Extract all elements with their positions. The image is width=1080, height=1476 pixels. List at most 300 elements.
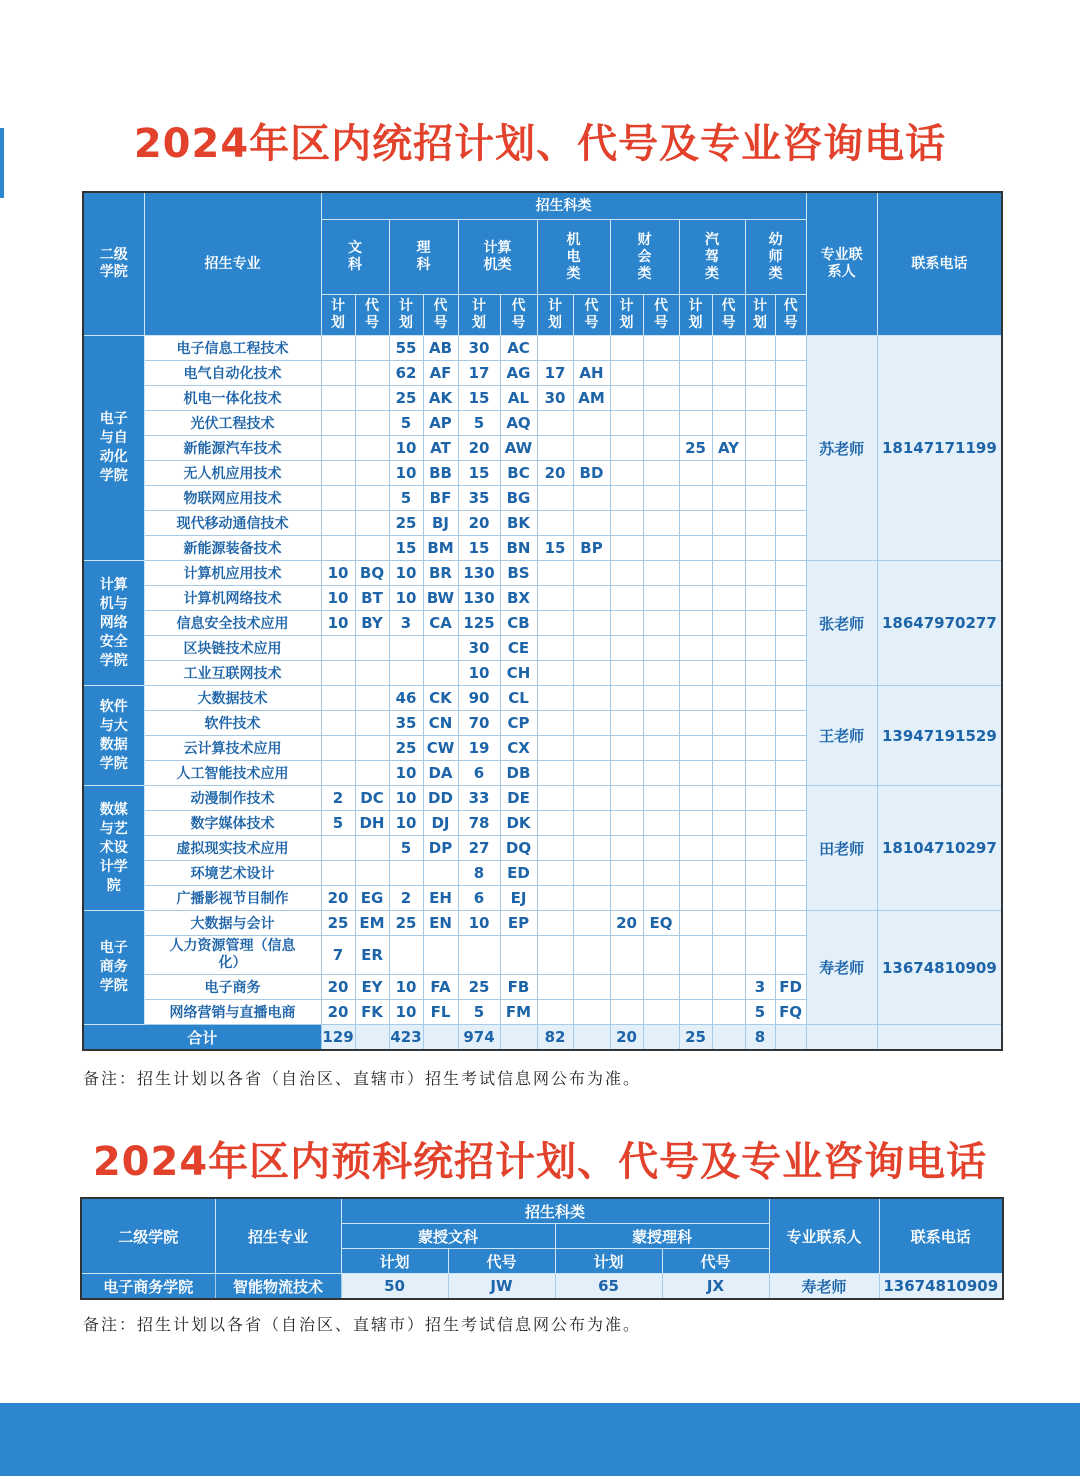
plan-cell	[321, 436, 355, 461]
code-cell	[643, 761, 679, 786]
plan-header: 计划	[745, 295, 775, 336]
plan-cell: 10	[458, 911, 500, 936]
code-cell	[775, 861, 806, 886]
plan-header: 计划	[537, 295, 573, 336]
code-cell	[573, 436, 610, 461]
main-note: 备注：招生计划以各省（自治区、直辖市）招生考试信息网公布为准。	[83, 1069, 642, 1088]
plan-cell	[537, 1000, 573, 1025]
plan-cell	[610, 1000, 643, 1025]
plan-cell: 125	[458, 611, 500, 636]
code-cell	[775, 436, 806, 461]
plan-header: 计划	[679, 295, 712, 336]
code-cell: AL	[500, 386, 537, 411]
code-cell: EG	[355, 886, 389, 911]
code-cell	[355, 511, 389, 536]
code-cell	[355, 861, 389, 886]
plan-cell	[610, 975, 643, 1000]
code-cell	[573, 836, 610, 861]
plan-cell	[321, 686, 355, 711]
code-cell: EJ	[500, 886, 537, 911]
plan-cell: 78	[458, 811, 500, 836]
table-row	[83, 336, 1002, 361]
code-cell	[573, 636, 610, 661]
code-cell	[355, 361, 389, 386]
plan-cell	[537, 886, 573, 911]
plan-cell	[745, 611, 775, 636]
plan-cell	[610, 611, 643, 636]
plan-cell	[679, 486, 712, 511]
prep-contact-header: 专业联系人	[769, 1198, 879, 1274]
table-row	[83, 561, 1002, 586]
plan-cell	[537, 661, 573, 686]
code-cell	[775, 736, 806, 761]
code-cell	[355, 336, 389, 361]
major-name: 电子信息工程技术	[144, 336, 321, 361]
plan-cell	[321, 761, 355, 786]
plan-cell	[745, 361, 775, 386]
code-cell	[775, 761, 806, 786]
code-cell: BT	[355, 586, 389, 611]
code-cell	[355, 536, 389, 561]
total-cell: 25	[679, 1025, 712, 1051]
plan-cell	[610, 561, 643, 586]
plan-cell	[745, 686, 775, 711]
code-cell	[775, 536, 806, 561]
code-cell	[573, 936, 610, 975]
table-row	[83, 786, 1002, 811]
plan-cell: 55	[389, 336, 423, 361]
table-row	[83, 911, 1002, 936]
code-cell	[643, 661, 679, 686]
plan-cell	[610, 336, 643, 361]
plan-cell	[321, 461, 355, 486]
major-name: 物联网应用技术	[144, 486, 321, 511]
plan-cell: 25	[458, 975, 500, 1000]
plan-cell: 8	[458, 861, 500, 886]
code-cell: BD	[573, 461, 610, 486]
category-header: 汽驾类	[679, 220, 745, 295]
code-cell: BJ	[423, 511, 458, 536]
plan-cell	[321, 336, 355, 361]
code-cell	[643, 711, 679, 736]
contact-phone: 18147171199	[877, 336, 1002, 561]
plan-cell	[610, 536, 643, 561]
plan-cell	[679, 461, 712, 486]
plan-cell: 25	[389, 911, 423, 936]
code-cell: BS	[500, 561, 537, 586]
major-name: 大数据与会计	[144, 911, 321, 936]
code-cell	[712, 736, 745, 761]
plan-cell	[537, 511, 573, 536]
plan-cell	[745, 411, 775, 436]
plan-cell	[610, 486, 643, 511]
code-cell	[643, 686, 679, 711]
code-cell: FM	[500, 1000, 537, 1025]
plan-cell	[679, 686, 712, 711]
code-cell	[643, 411, 679, 436]
code-cell: BP	[573, 536, 610, 561]
plan-cell	[321, 411, 355, 436]
code-cell	[423, 861, 458, 886]
code-cell	[712, 361, 745, 386]
plan-cell: 5	[389, 836, 423, 861]
code-header: 代号	[712, 295, 745, 336]
code-cell	[775, 511, 806, 536]
code-cell: DE	[500, 786, 537, 811]
total-cell: 974	[458, 1025, 500, 1051]
prep-code-header: 代号	[448, 1249, 555, 1274]
code-cell	[712, 486, 745, 511]
bottom-bar	[0, 1403, 1080, 1476]
code-cell	[775, 811, 806, 836]
code-cell	[573, 511, 610, 536]
major-name: 新能源装备技术	[144, 536, 321, 561]
plan-cell	[679, 836, 712, 861]
plan-cell	[610, 686, 643, 711]
total-cell: 423	[389, 1025, 423, 1051]
major-name: 信息安全技术应用	[144, 611, 321, 636]
code-cell	[712, 936, 745, 975]
plan-cell: 25	[321, 911, 355, 936]
code-cell	[573, 561, 610, 586]
code-cell	[643, 636, 679, 661]
plan-cell	[389, 636, 423, 661]
code-cell	[712, 661, 745, 686]
code-cell	[573, 736, 610, 761]
code-header: 代号	[573, 295, 610, 336]
contact-person: 张老师	[806, 561, 877, 686]
prep-major: 智能物流技术	[215, 1274, 341, 1300]
code-cell	[775, 611, 806, 636]
major-name: 现代移动通信技术	[144, 511, 321, 536]
plan-cell	[537, 636, 573, 661]
plan-cell	[321, 736, 355, 761]
code-cell: DC	[355, 786, 389, 811]
code-header: 代号	[643, 295, 679, 336]
plan-cell: 5	[458, 1000, 500, 1025]
plan-cell	[745, 661, 775, 686]
plan-cell	[321, 386, 355, 411]
plan-cell	[610, 411, 643, 436]
code-cell	[355, 711, 389, 736]
plan-cell: 10	[389, 761, 423, 786]
code-cell	[643, 1000, 679, 1025]
plan-cell: 33	[458, 786, 500, 811]
plan-cell	[679, 936, 712, 975]
total-cell: 8	[745, 1025, 775, 1051]
code-cell: EP	[500, 911, 537, 936]
code-cell: AW	[500, 436, 537, 461]
plan-cell	[679, 811, 712, 836]
plan-cell: 10	[389, 786, 423, 811]
phone-header: 联系电话	[877, 192, 1002, 336]
plan-cell: 35	[458, 486, 500, 511]
major-name: 云计算技术应用	[144, 736, 321, 761]
plan-cell	[537, 761, 573, 786]
prep-plan-header: 计划	[555, 1249, 662, 1274]
code-cell	[355, 386, 389, 411]
code-cell: BX	[500, 586, 537, 611]
code-cell: EM	[355, 911, 389, 936]
code-cell: FQ	[775, 1000, 806, 1025]
plan-cell: 46	[389, 686, 423, 711]
prep-college-header: 二级学院	[81, 1198, 215, 1274]
code-cell: DA	[423, 761, 458, 786]
plan-cell	[610, 711, 643, 736]
plan-cell	[679, 336, 712, 361]
plan-cell: 6	[458, 761, 500, 786]
code-cell	[643, 886, 679, 911]
plan-cell: 30	[537, 386, 573, 411]
plan-cell	[321, 661, 355, 686]
code-header: 代号	[423, 295, 458, 336]
contact-header: 专业联系人	[806, 192, 877, 336]
plan-cell	[679, 711, 712, 736]
code-cell: DD	[423, 786, 458, 811]
plan-cell	[679, 561, 712, 586]
prep-plan1: 50	[341, 1274, 448, 1300]
plan-cell	[321, 511, 355, 536]
code-cell: ER	[355, 936, 389, 975]
plan-cell: 20	[321, 1000, 355, 1025]
plan-cell	[679, 786, 712, 811]
plan-cell	[679, 911, 712, 936]
code-cell: CX	[500, 736, 537, 761]
code-cell: FK	[355, 1000, 389, 1025]
plan-cell	[679, 536, 712, 561]
code-cell	[643, 361, 679, 386]
major-name: 机电一体化技术	[144, 386, 321, 411]
code-cell	[355, 461, 389, 486]
plan-cell	[679, 661, 712, 686]
major-name: 工业互联网技术	[144, 661, 321, 686]
code-cell	[355, 686, 389, 711]
code-cell	[643, 736, 679, 761]
plan-cell: 20	[458, 436, 500, 461]
code-cell: CN	[423, 711, 458, 736]
prep-college: 电子商务学院	[81, 1274, 215, 1300]
code-cell: AF	[423, 361, 458, 386]
major-header: 招生专业	[144, 192, 321, 336]
code-cell	[355, 661, 389, 686]
plan-cell: 5	[389, 486, 423, 511]
plan-cell: 15	[458, 536, 500, 561]
college-name: 计算机与网络安全学院	[83, 561, 144, 686]
code-cell: FA	[423, 975, 458, 1000]
code-cell	[643, 386, 679, 411]
code-cell	[775, 686, 806, 711]
code-cell	[573, 711, 610, 736]
major-name: 数字媒体技术	[144, 811, 321, 836]
code-cell	[775, 336, 806, 361]
plan-cell: 19	[458, 736, 500, 761]
total-cell: 82	[537, 1025, 573, 1051]
code-cell	[712, 611, 745, 636]
major-name: 软件技术	[144, 711, 321, 736]
plan-cell: 25	[389, 511, 423, 536]
total-cell	[775, 1025, 806, 1051]
code-cell	[775, 786, 806, 811]
code-cell	[573, 336, 610, 361]
plan-cell	[745, 886, 775, 911]
code-cell: BM	[423, 536, 458, 561]
major-name: 光伏工程技术	[144, 411, 321, 436]
category-header: 财会类	[610, 220, 679, 295]
plan-cell: 20	[321, 886, 355, 911]
plan-cell	[458, 936, 500, 975]
plan-cell	[679, 886, 712, 911]
code-cell	[573, 975, 610, 1000]
plan-cell	[745, 511, 775, 536]
plan-cell	[745, 586, 775, 611]
plan-cell	[745, 786, 775, 811]
plan-cell	[679, 1000, 712, 1025]
code-cell	[573, 611, 610, 636]
college-name: 数媒与艺术设计学院	[83, 786, 144, 911]
plan-cell	[537, 911, 573, 936]
plan-cell	[679, 861, 712, 886]
code-cell	[643, 975, 679, 1000]
major-name: 电子商务	[144, 975, 321, 1000]
plan-cell	[389, 861, 423, 886]
code-cell	[573, 586, 610, 611]
prep-code2: JX	[662, 1274, 769, 1300]
plan-cell	[679, 586, 712, 611]
plan-cell: 10	[389, 436, 423, 461]
code-cell	[775, 461, 806, 486]
code-cell	[712, 536, 745, 561]
code-cell	[643, 861, 679, 886]
code-cell: BG	[500, 486, 537, 511]
code-cell	[573, 486, 610, 511]
plan-cell	[537, 686, 573, 711]
code-cell: DH	[355, 811, 389, 836]
code-cell	[712, 836, 745, 861]
plan-cell	[745, 761, 775, 786]
major-name: 电气自动化技术	[144, 361, 321, 386]
code-cell	[775, 561, 806, 586]
code-cell	[643, 836, 679, 861]
plan-cell: 17	[458, 361, 500, 386]
category-header: 计算机类	[458, 220, 537, 295]
plan-cell	[610, 736, 643, 761]
plan-cell: 25	[389, 736, 423, 761]
plan-cell	[537, 736, 573, 761]
plan-cell	[610, 461, 643, 486]
plan-cell	[537, 436, 573, 461]
plan-cell: 30	[458, 336, 500, 361]
code-cell: DK	[500, 811, 537, 836]
plan-header: 计划	[610, 295, 643, 336]
total-cell	[712, 1025, 745, 1051]
plan-cell	[537, 711, 573, 736]
code-cell: BK	[500, 511, 537, 536]
plan-cell	[745, 811, 775, 836]
plan-cell	[610, 836, 643, 861]
plan-cell	[321, 836, 355, 861]
prep-category-header: 蒙授理科	[555, 1224, 769, 1249]
prep-code1: JW	[448, 1274, 555, 1300]
code-cell	[643, 486, 679, 511]
major-name: 计算机应用技术	[144, 561, 321, 586]
major-name: 动漫制作技术	[144, 786, 321, 811]
code-cell: CE	[500, 636, 537, 661]
code-cell	[712, 511, 745, 536]
plan-cell	[610, 361, 643, 386]
college-name: 软件与大数据学院	[83, 686, 144, 786]
plan-cell: 10	[389, 561, 423, 586]
plan-cell: 15	[537, 536, 573, 561]
plan-cell: 10	[458, 661, 500, 686]
plan-cell: 15	[389, 536, 423, 561]
plan-header: 计划	[458, 295, 500, 336]
plan-cell: 90	[458, 686, 500, 711]
total-cell: 129	[321, 1025, 355, 1051]
code-cell	[775, 636, 806, 661]
code-cell: CA	[423, 611, 458, 636]
code-cell	[775, 586, 806, 611]
plan-cell	[537, 411, 573, 436]
plan-cell: 10	[321, 561, 355, 586]
code-cell	[775, 411, 806, 436]
code-cell: BC	[500, 461, 537, 486]
code-cell	[775, 886, 806, 911]
plan-cell: 5	[458, 411, 500, 436]
category-header: 幼师类	[745, 220, 806, 295]
plan-cell: 5	[745, 1000, 775, 1025]
code-cell: AH	[573, 361, 610, 386]
total-cell	[500, 1025, 537, 1051]
plan-cell	[537, 561, 573, 586]
code-cell	[573, 861, 610, 886]
plan-cell	[537, 611, 573, 636]
prep-title: 2024年区内预科统招计划、代号及专业咨询电话	[92, 1139, 988, 1185]
plan-cell: 6	[458, 886, 500, 911]
code-cell	[643, 786, 679, 811]
college-name: 电子商务学院	[83, 911, 144, 1025]
plan-cell: 15	[458, 386, 500, 411]
plan-cell	[610, 786, 643, 811]
code-cell: AY	[712, 436, 745, 461]
plan-cell	[745, 486, 775, 511]
plan-cell: 10	[321, 586, 355, 611]
code-cell	[712, 761, 745, 786]
plan-cell: 7	[321, 936, 355, 975]
plan-cell: 2	[321, 786, 355, 811]
code-cell	[712, 386, 745, 411]
plan-cell: 20	[458, 511, 500, 536]
code-cell	[355, 836, 389, 861]
plan-cell: 20	[537, 461, 573, 486]
plan-cell	[745, 536, 775, 561]
code-cell	[775, 386, 806, 411]
code-cell: BY	[355, 611, 389, 636]
total-row	[83, 1025, 1002, 1051]
code-cell: DQ	[500, 836, 537, 861]
college-header: 二级学院	[83, 192, 144, 336]
code-cell: BQ	[355, 561, 389, 586]
code-cell: EN	[423, 911, 458, 936]
code-cell: FL	[423, 1000, 458, 1025]
code-cell: AC	[500, 336, 537, 361]
plan-cell	[537, 786, 573, 811]
plan-cell	[679, 761, 712, 786]
code-cell	[775, 661, 806, 686]
total-cell	[806, 1025, 877, 1051]
plan-cell	[745, 436, 775, 461]
major-name: 环境艺术设计	[144, 861, 321, 886]
plan-cell	[389, 936, 423, 975]
